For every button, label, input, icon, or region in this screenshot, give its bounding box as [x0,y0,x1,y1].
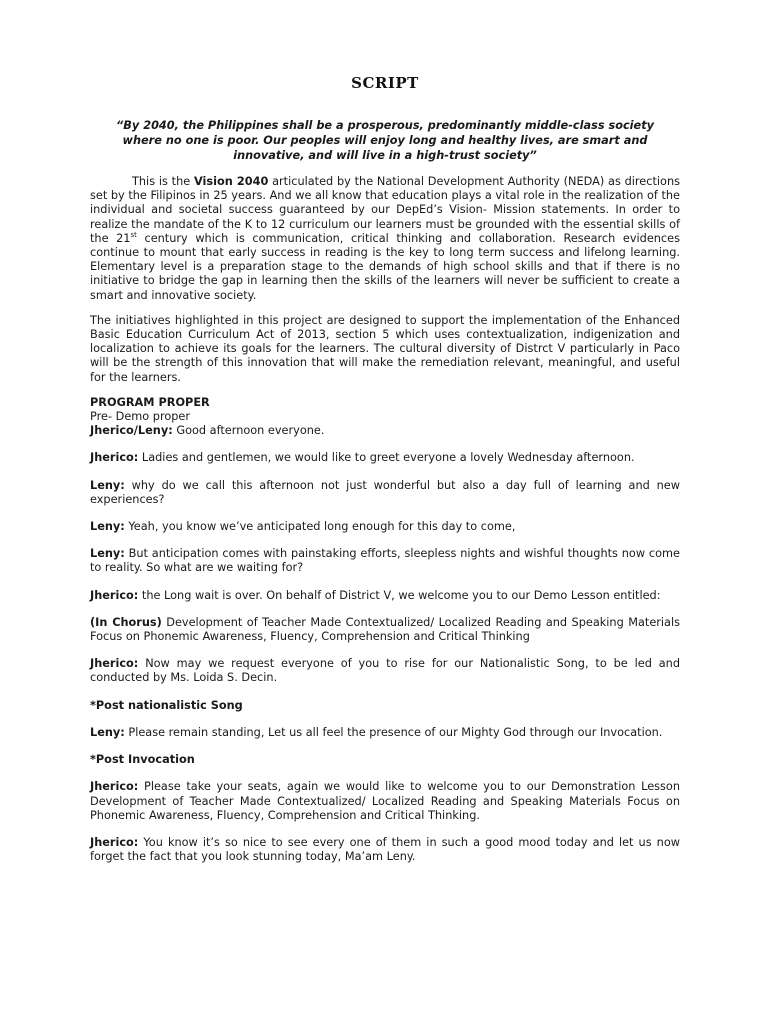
dialogue: Ladies and gentlemen, we would like to greet everyone a lovely Wednesday afternoon. [138,451,635,465]
speaker: Leny: [90,725,125,739]
dialogue: You know it’s so nice to see every one of them in such a good mood today and let us now forget the fact that you look stunning today, Ma’am Leny. [90,835,680,864]
script-line [90,589,680,603]
speaker: Leny: [90,478,125,492]
speaker: Jherico/Leny: [90,424,173,438]
dialogue: Good afternoon everyone. [172,424,325,438]
speaker: Jherico: [90,588,139,602]
script-line [90,616,680,644]
pre-demo-label: Pre- Demo proper [90,410,191,424]
speaker: Leny: [90,547,125,561]
dialogue: Now may we request everyone of you to rise for our Nationalistic Song, to be led and conducted by Ms. Loida S. Decin. [90,657,680,685]
speaker: Jherico: [90,451,139,465]
script-line [90,547,680,575]
script-line [90,780,680,823]
ordinal-suffix: st [130,231,137,240]
speaker: Jherico: [90,657,139,671]
script-line [90,726,680,740]
initiatives-paragraph: The initiatives highlighted in this project are designed to support the implementation of the Enhanced Basic Education Curriculum Act of 2013, section 5 which uses contextualization, indigenization and localization to achieve its goals for the learners. The cultural diversity of Distrct V particularly in Paco will be the strength of this innovation that will make the remediation relevant, meaningful, and useful for the learners. [90,313,680,384]
dialogue: Development of Teacher Made Contextualized/ Localized Reading and Speaking Materials Focus on Phonemic Awareness, Fluency, Comprehension and Critical Thinking [90,615,681,644]
document-title: SCRIPT [351,74,419,92]
speaker: Leny: [90,520,125,534]
vision-label: Vision 2040 [193,175,269,188]
intro-text-2: articulated by the National Development Authority (NEDA) as directions set by the Filipinos in 25 years. And we all know that education plays a vital role in the realization of the individual and societal success guaranteed by our DepEd’s Vision- Mission statements. In order to realize the mandate of the K to 12 curriculum our learners must be grounded with the essential skills of the 21 [90,175,680,245]
script-line [90,520,680,534]
dialogue: Yeah, you know we’ve anticipated long enough for this day to come, [124,520,516,534]
dialogue: But anticipation comes with painstaking efforts, sleepless nights and wishful thoughts now come to reality. So what are we waiting for? [90,547,680,575]
intro-paragraph [90,175,680,303]
dialogue: why do we call this afternoon not just wonderful but also a day full of learning and new experiences? [90,478,680,506]
script-line [90,657,680,685]
script-line [90,424,680,438]
dialogue: the Long wait is over. On behalf of District V, we welcome you to our Demo Lesson entitled: [138,588,661,602]
stage-note-invocation: *Post Invocation [90,753,195,767]
speaker: Jherico: [90,780,139,794]
intro-text-3: century which is communication, critical thinking and collaboration. Research evidences continue to mount that early success in reading is the key to long term success and lifelong learning. Elementary level is a preparation stage to the demands of high school skills and that if there is no initiative to bridge the gap in learning then the skills of the learners will never be sufficient to create a smart and innovative society. [90,231,680,302]
speaker: (In Chorus) [90,615,162,629]
script-line [90,836,680,864]
intro-text-1: This is the [132,175,194,188]
program-heading: PROGRAM PROPER [90,395,210,409]
stage-note-song: *Post nationalistic Song [90,698,243,712]
speaker: Jherico: [90,835,139,849]
script-line [90,479,680,507]
script-line [90,451,680,465]
dialogue: Please remain standing, Let us all feel the presence of our Mighty God through our Invocation. [124,725,663,739]
vision-quote: “By 2040, the Philippines shall be a prosperous, predominantly middle-class society where no one is poor. Our peoples will enjoy long and healthy lives, are smart and innovative, and will live in a high-trust society” [116,119,654,162]
dialogue: Please take your seats, again we would like to welcome you to our Demonstration Lesson Development of Teacher Made Contextualized/ Localized Reading and Speaking Materials Focus on Phonemic Awareness, Fluency, Comprehension and Critical Thinking. [90,780,680,822]
